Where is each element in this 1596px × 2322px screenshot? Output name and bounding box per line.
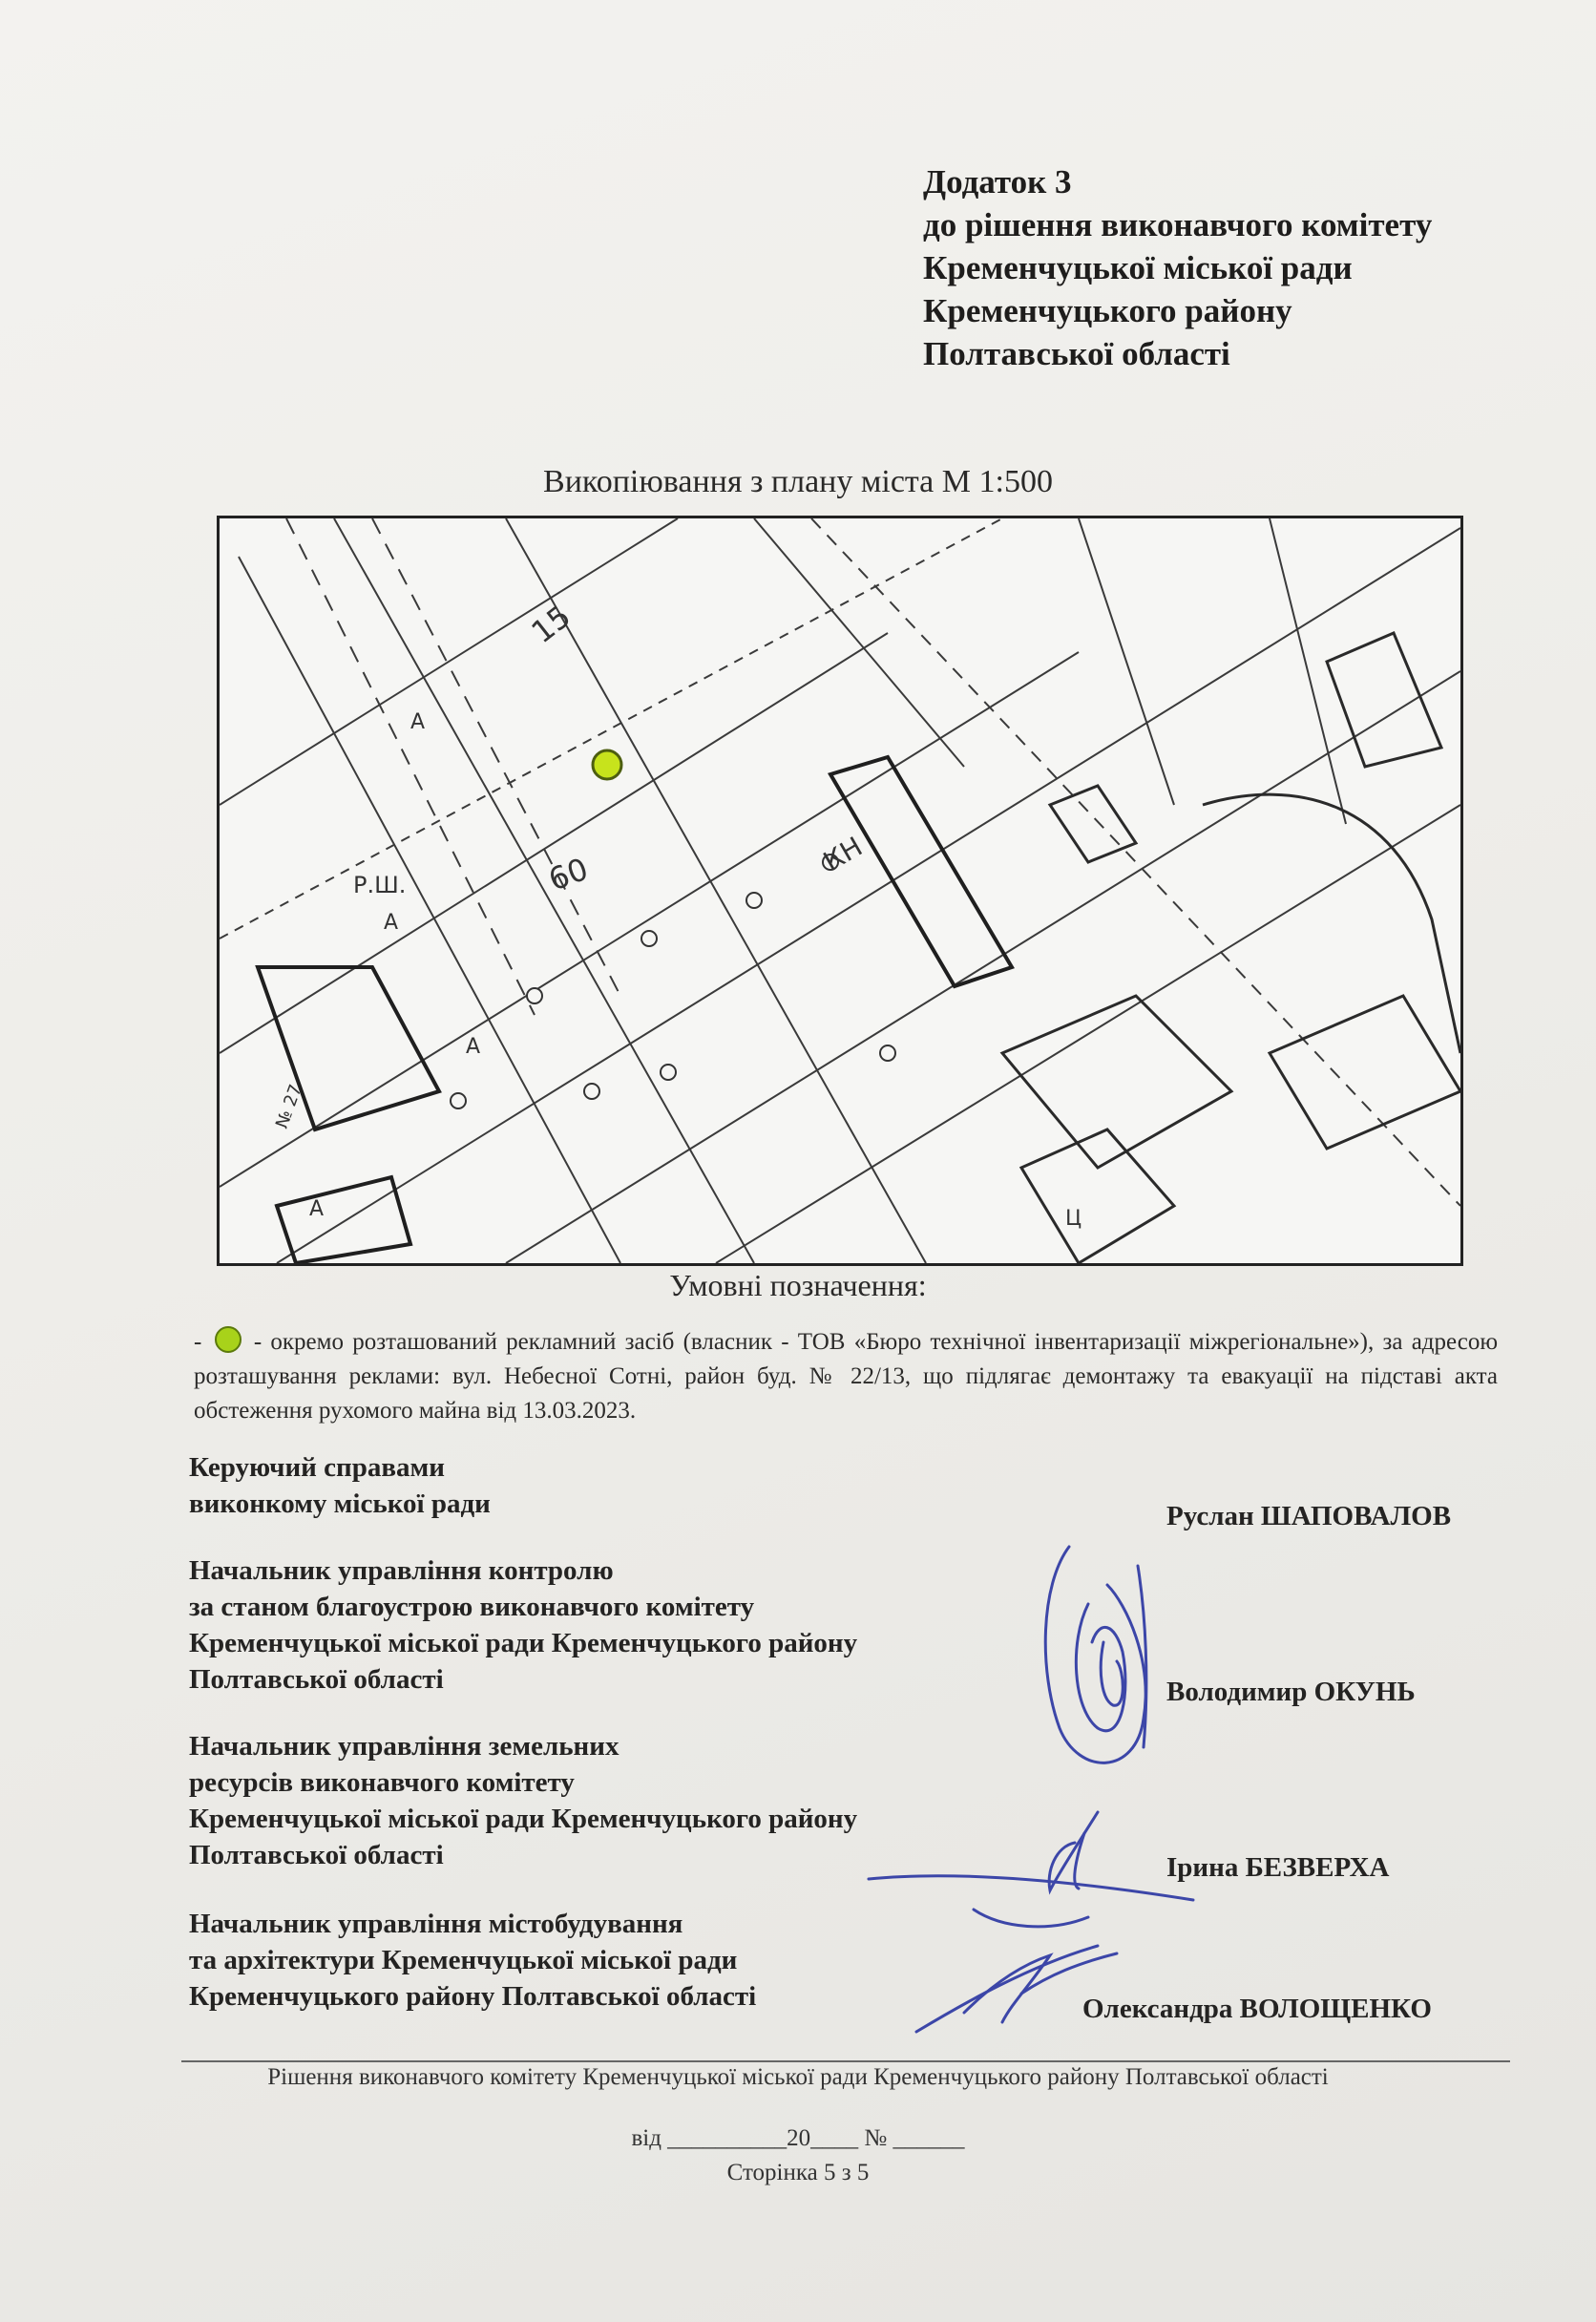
city-plan-drawing: [220, 518, 1460, 1263]
signatory-name-1: Руслан ШАПОВАЛОВ: [1166, 1501, 1452, 1531]
footer-decision-text: Рішення виконавчого комітету Кременчуцької міської ради Кременчуцького району Полтавської області: [267, 2064, 1329, 2090]
appendix-line: Полтавської області: [923, 335, 1230, 372]
map-label: А: [384, 911, 399, 935]
map-label: Ц: [1065, 1207, 1082, 1231]
map-label: А: [410, 710, 426, 734]
legend-description: - окремо розташований рекламний засіб (власник - ТОВ «Бюро технічної інвентаризації міжрегіональне»), за адресою розташування реклами: вул. Небесної Сотні, район буд. № 22/13, що підлягає демонтажу та евакуації на підставі акта обстеження рухомого майна від 13.03.2023.: [194, 1329, 1499, 1424]
map-label: № 27: [271, 1082, 306, 1131]
dimension-label: 15: [524, 598, 578, 651]
legend-title: Умовні позначення:: [669, 1268, 927, 1302]
map-label: А: [309, 1197, 325, 1221]
legend-prefix: -: [194, 1329, 202, 1355]
signature-title-3: Начальник управління земельних ресурсів виконавчого комітету Кременчуцької міської ради Кременчуцького району Полтавської області: [189, 1731, 858, 1870]
signature-title-1: Керуючий справами виконкому міської ради: [189, 1452, 491, 1519]
appendix-line: до рішення виконавчого комітету: [923, 206, 1433, 243]
map-label: А: [466, 1035, 481, 1059]
dimension-label: 60: [543, 850, 593, 898]
signature-bezverkha-icon: [859, 1805, 1203, 1938]
appendix-line: Кременчуцької міської ради: [923, 249, 1353, 286]
appendix-header: [923, 160, 1534, 375]
footer-date-line: від __________20____ № ______: [631, 2125, 965, 2151]
signatory-name-3: Ірина БЕЗВЕРХА: [1166, 1852, 1390, 1883]
signature-title-4: Начальник управління містобудування та архітектури Кременчуцької міської ради Кременчуцького району Полтавської області: [189, 1909, 757, 2012]
legend-text: [194, 1325, 1498, 1428]
signatory-name-2: Володимир ОКУНЬ: [1166, 1677, 1416, 1707]
appendix-line: Кременчуцького району: [923, 292, 1292, 329]
advertising-object-marker: [593, 750, 621, 779]
building-label: КН: [818, 831, 868, 878]
signatory-name-4: Олександра ВОЛОЩЕНКО: [1082, 1994, 1432, 2024]
plan-title: Викопіювання з плану міста М 1:500: [543, 464, 1053, 499]
page-number: Сторінка 5 з 5: [726, 2160, 870, 2185]
signature-okun-icon: [1031, 1528, 1174, 1785]
city-plan-map: [217, 516, 1463, 1266]
legend-marker-icon: [215, 1326, 242, 1353]
footer-divider: [181, 2060, 1510, 2062]
signature-title-2: Начальник управління контролю за станом благоустрою виконавчого комітету Кременчуцької міської ради Кременчуцького району Полтавської області: [189, 1555, 858, 1695]
signature-voloshchenko-icon: [907, 1936, 1136, 2041]
appendix-line: Додаток 3: [923, 163, 1072, 201]
map-label: Р.Ш.: [353, 872, 407, 898]
